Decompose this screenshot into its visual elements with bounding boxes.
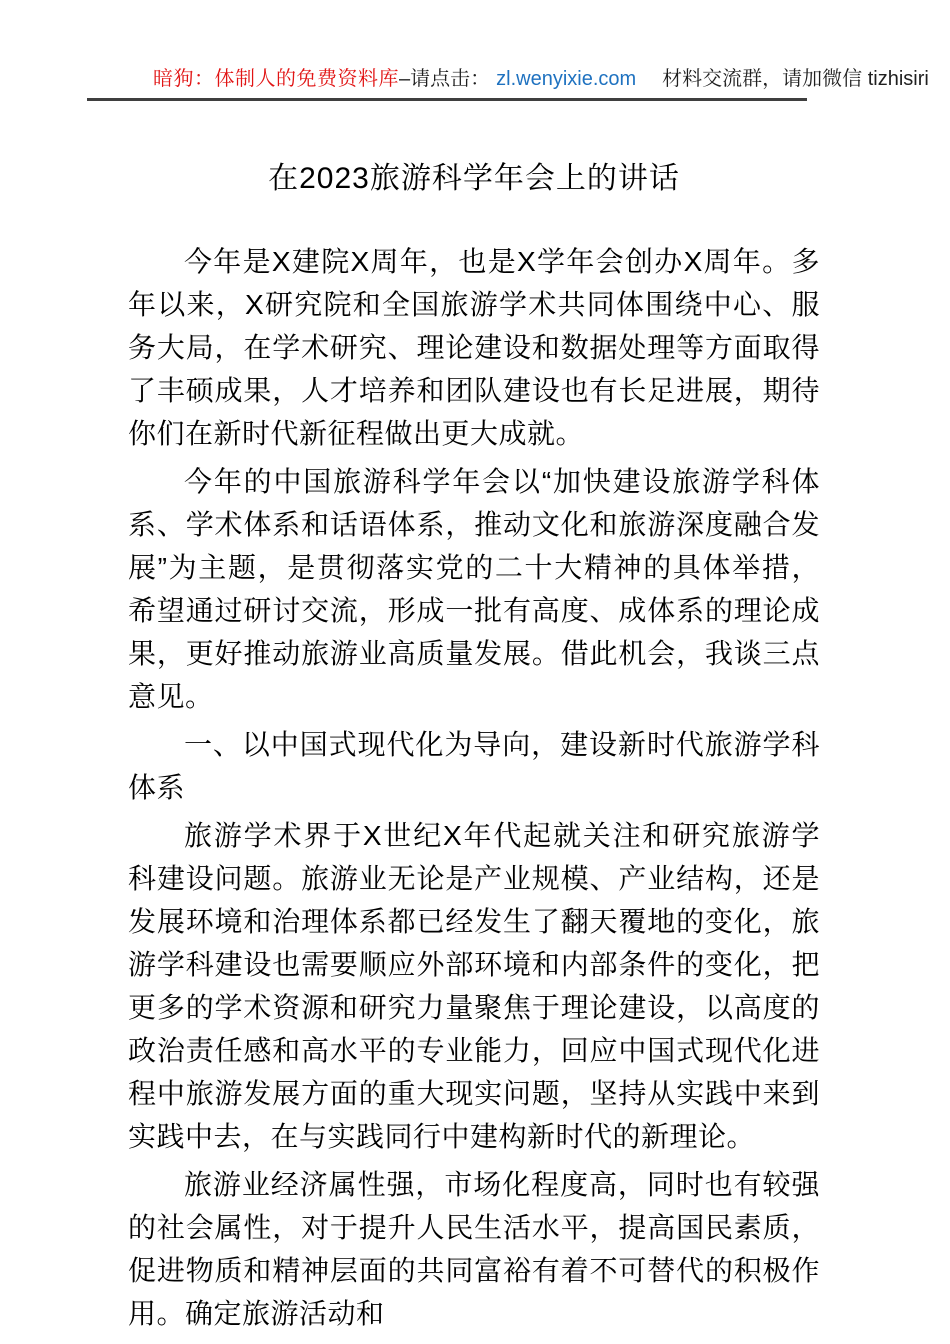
promo-header-text [153,64,929,94]
header-rule [87,98,807,101]
paragraph-2: 今年的中国旅游科学年会以“加快建设旅游学科体系、学术体系和话语体系，推动文化和旅游深度融合发展”为主题，是贯彻落实党的二十大精神的具体举措，希望通过研讨交流，形成一批有高度、成体系的理论成果，更好推动旅游业高质量发展。借此机会，我谈三点意见。 [128,466,820,712]
promo-brand-label: 暗狗：体制人的免费资料库 [153,68,399,90]
doc-title: 在2023旅游科学年会上的讲话 [268,162,680,195]
promo-click-label: –请点击： [399,68,491,90]
promo-group-label: 材料交流群，请加微信 tizhisiri [662,68,929,90]
section-heading-1: 一、以中国式现代化为导向，建设新时代旅游学科体系 [128,729,820,803]
document-body [128,160,820,1340]
promo-link[interactable]: zl.wenyixie.com [496,68,637,90]
paragraph-3: 旅游学术界于X世纪X年代起就关注和研究旅游学科建设问题。旅游业无论是产业规模、产业结构，还是发展环境和治理体系都已经发生了翻天覆地的变化，旅游学科建设也需要顺应外部环境和内部条件的变化，把更多的学术资源和研究力量聚焦于理论建设，以高度的政治责任感和高水平的专业能力，回应中国式现代化进程中旅游发展方面的重大现实问题，坚持从实践中来到实践中去，在与实践同行中建构新时代的新理论。 [128,820,820,1152]
paragraph-4: 旅游业经济属性强，市场化程度高，同时也有较强的社会属性，对于提升人民生活水平，提高国民素质，促进物质和精神层面的共同富裕有着不可替代的积极作用。确定旅游活动和 [128,1169,820,1329]
paragraph-1: 今年是X建院X周年，也是X学年会创办X周年。多年以来，X研究院和全国旅游学术共同体围绕中心、服务大局，在学术研究、理论建设和数据处理等方面取得了丰硕成果，人才培养和团队建设也有长足进展，期待你们在新时代新征程做出更大成就。 [128,246,820,449]
